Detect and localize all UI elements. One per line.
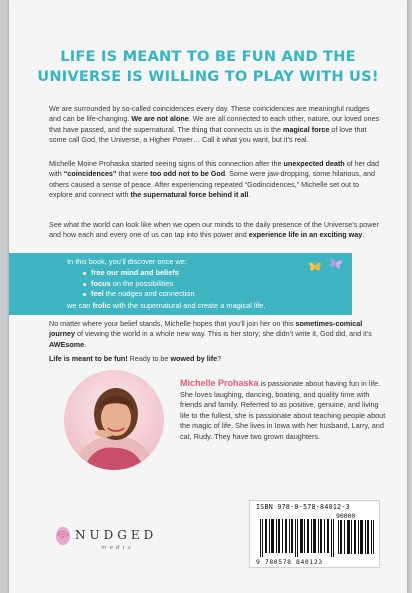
- paragraph-see: See what the world can look like when we open our minds to the daily presence of the Universe’s power and how each and every one of us can tap into this power and experience life in an exciting way.: [49, 220, 379, 240]
- barcode-bars-icon: [260, 519, 334, 557]
- publisher-logo: [53, 525, 183, 565]
- author-photo: [64, 370, 164, 470]
- discover-box: [9, 253, 352, 315]
- thumbprint-icon: [55, 526, 71, 546]
- book-back-cover: [9, 0, 407, 593]
- paragraph-tagline: Life is meant to be fun! Ready to be wowed by life?: [49, 354, 222, 363]
- author-bio: Michelle Prohaska is passionate about having fun in life. She loves laughing, dancing, boating, and quality time with friends and family. Referred to as positive, genuine, and living life to the fullest, she is passionate about teaching people about the magic of life. She lives in Iowa with her husband, Larry, and cat, Rudy. They have two grown daughters.: [180, 378, 386, 441]
- author-name: Michelle Prohaska: [180, 378, 259, 388]
- discover-list: [83, 268, 195, 300]
- paragraph-intro: We are surrounded by so-called coincidences every day. These coincidences are meaningful nudges and can be life-changing. We are not alone. We are all connected to each other, nature, our loved ones that have passed, and the supernatural. The thing that connects us is the magical force of love that some call God, the Universe, a Higher Power… Call it what you want, but it’s real.: [49, 104, 380, 145]
- list-item: feel the nudges and connection: [83, 289, 195, 300]
- publisher-sub: media: [101, 545, 134, 551]
- price-code: 90000: [336, 512, 356, 520]
- butterflies-icon: [309, 257, 345, 277]
- price-barcode-icon: [338, 520, 374, 554]
- discover-closing: we can frolic with the supernatural and create a magical life.: [67, 301, 266, 310]
- list-item: focus on the possibilities: [83, 279, 195, 290]
- headline: LIFE IS MEANT TO BE FUN AND THE UNIVERSE IS WILLING TO PLAY WITH US!: [37, 48, 379, 85]
- paragraph-journey: No matter where your belief stands, Michelle hopes that you’ll join her on this sometimes-comical journey of viewing the world in a whole new way. This is her story; she didn’t write it, God did, and it’s AWEsome.: [49, 319, 372, 349]
- paragraph-story: Michelle Moine Prohaska started seeing signs of this connection after the unexpected death of her dad with “coincidences” that were too odd not to be God. Some were jaw-dropping, some hilarious, and others caused a sense of peace. After experiencing repeated “Godincidences,” Michelle set out to explore and connect with the supernatural force behind it all.: [49, 159, 380, 200]
- list-item: free our mind and beliefs: [83, 268, 195, 279]
- discover-intro: In this book, you’ll discover once we:: [67, 257, 187, 266]
- publisher-name: NUDGED: [75, 528, 158, 542]
- isbn-number: ISBN 978-0-578-84012-3: [256, 503, 350, 511]
- isbn-barcode: [249, 500, 380, 568]
- barcode-digits: 9 780578 840123: [256, 558, 323, 566]
